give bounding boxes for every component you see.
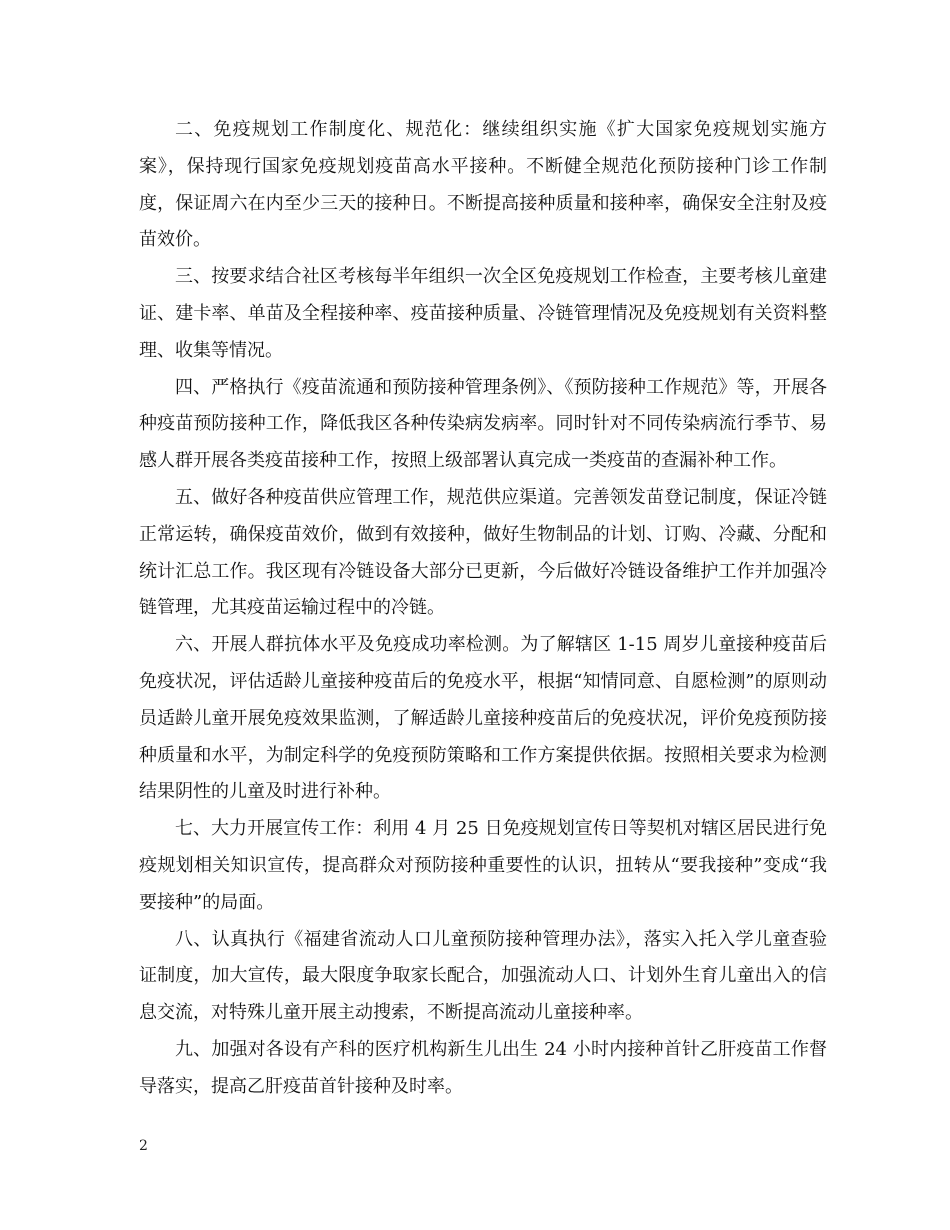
page-number: 2 [139,1138,148,1154]
paragraph-publicity: 七、大力开展宣传工作：利用 4 月 25 日免疫规划宣传日等契机对辖区居民进行免疫规划相关知识宣传，提高群众对预防接种重要性的认识，扭转从“要我接种”变成“我要接种”的局面。 [139,818,827,913]
document-body [139,112,827,1106]
paragraph-vaccine-supply: 五、做好各种疫苗供应管理工作，规范供应渠道。完善领发苗登记制度，保证冷链正常运转，确保疫苗效价，做到有效接种，做好生物制品的计划、订购、冷藏、分配和统计汇总工作。我区现有冷链设备大部分已更新，今后做好冷链设备维护工作并加强冷链管理，尤其疫苗运输过程中的冷链。 [139,486,827,619]
paragraph-community-assessment: 三、按要求结合社区考核每半年组织一次全区免疫规划工作检查，主要考核儿童建证、建卡率、单苗及全程接种率、疫苗接种质量、冷链管理情况及免疫规划有关资料整理、收集等情况。 [139,266,827,361]
paragraph-floating-population: 八、认真执行《福建省流动人口儿童预防接种管理办法》，落实入托入学儿童查验证制度，加大宣传，最大限度争取家长配合，加强流动人口、计划外生育儿童出入的信息交流，对特殊儿童开展主动搜索，不断提高流动儿童接种率。 [139,928,827,1024]
paragraph-antibody-testing: 六、开展人群抗体水平及免疫成功率检测。为了解辖区 1-15 周岁儿童接种疫苗后免疫状况，评估适龄儿童接种疫苗后的免疫水平，根据“知情同意、自愿检测”的原则动员适龄儿童开展免疫效果监测，了解适龄儿童接种疫苗后的免疫状况，评价免疫预防接种质量和水平，为制定科学的免疫预防策略和工作方案提供依据。按照相关要求为检测结果阴性的儿童及时进行补种。 [139,634,827,803]
paragraph-immunization-standardization: 二、免疫规划工作制度化、规范化：继续组织实施《扩大国家免疫规划实施方案》，保持现行国家免疫规划疫苗高水平接种。不断健全规范化预防接种门诊工作制度，保证周六在内至少三天的接种日。不断提高接种质量和接种率，确保安全注射及疫苗效价。 [139,119,827,251]
paragraph-regulation-compliance: 四、严格执行《疫苗流通和预防接种管理条例》、《预防接种工作规范》等，开展各种疫苗预防接种工作，降低我区各种传染病发病率。同时针对不同传染病流行季节、易感人群开展各类疫苗接种工作，按照上级部署认真完成一类疫苗的查漏补种工作。 [139,376,827,472]
paragraph-hepatitis-b: 九、加强对各设有产科的医疗机构新生儿出生 24 小时内接种首针乙肝疫苗工作督导落实，提高乙肝疫苗首针接种及时率。 [139,1038,827,1097]
